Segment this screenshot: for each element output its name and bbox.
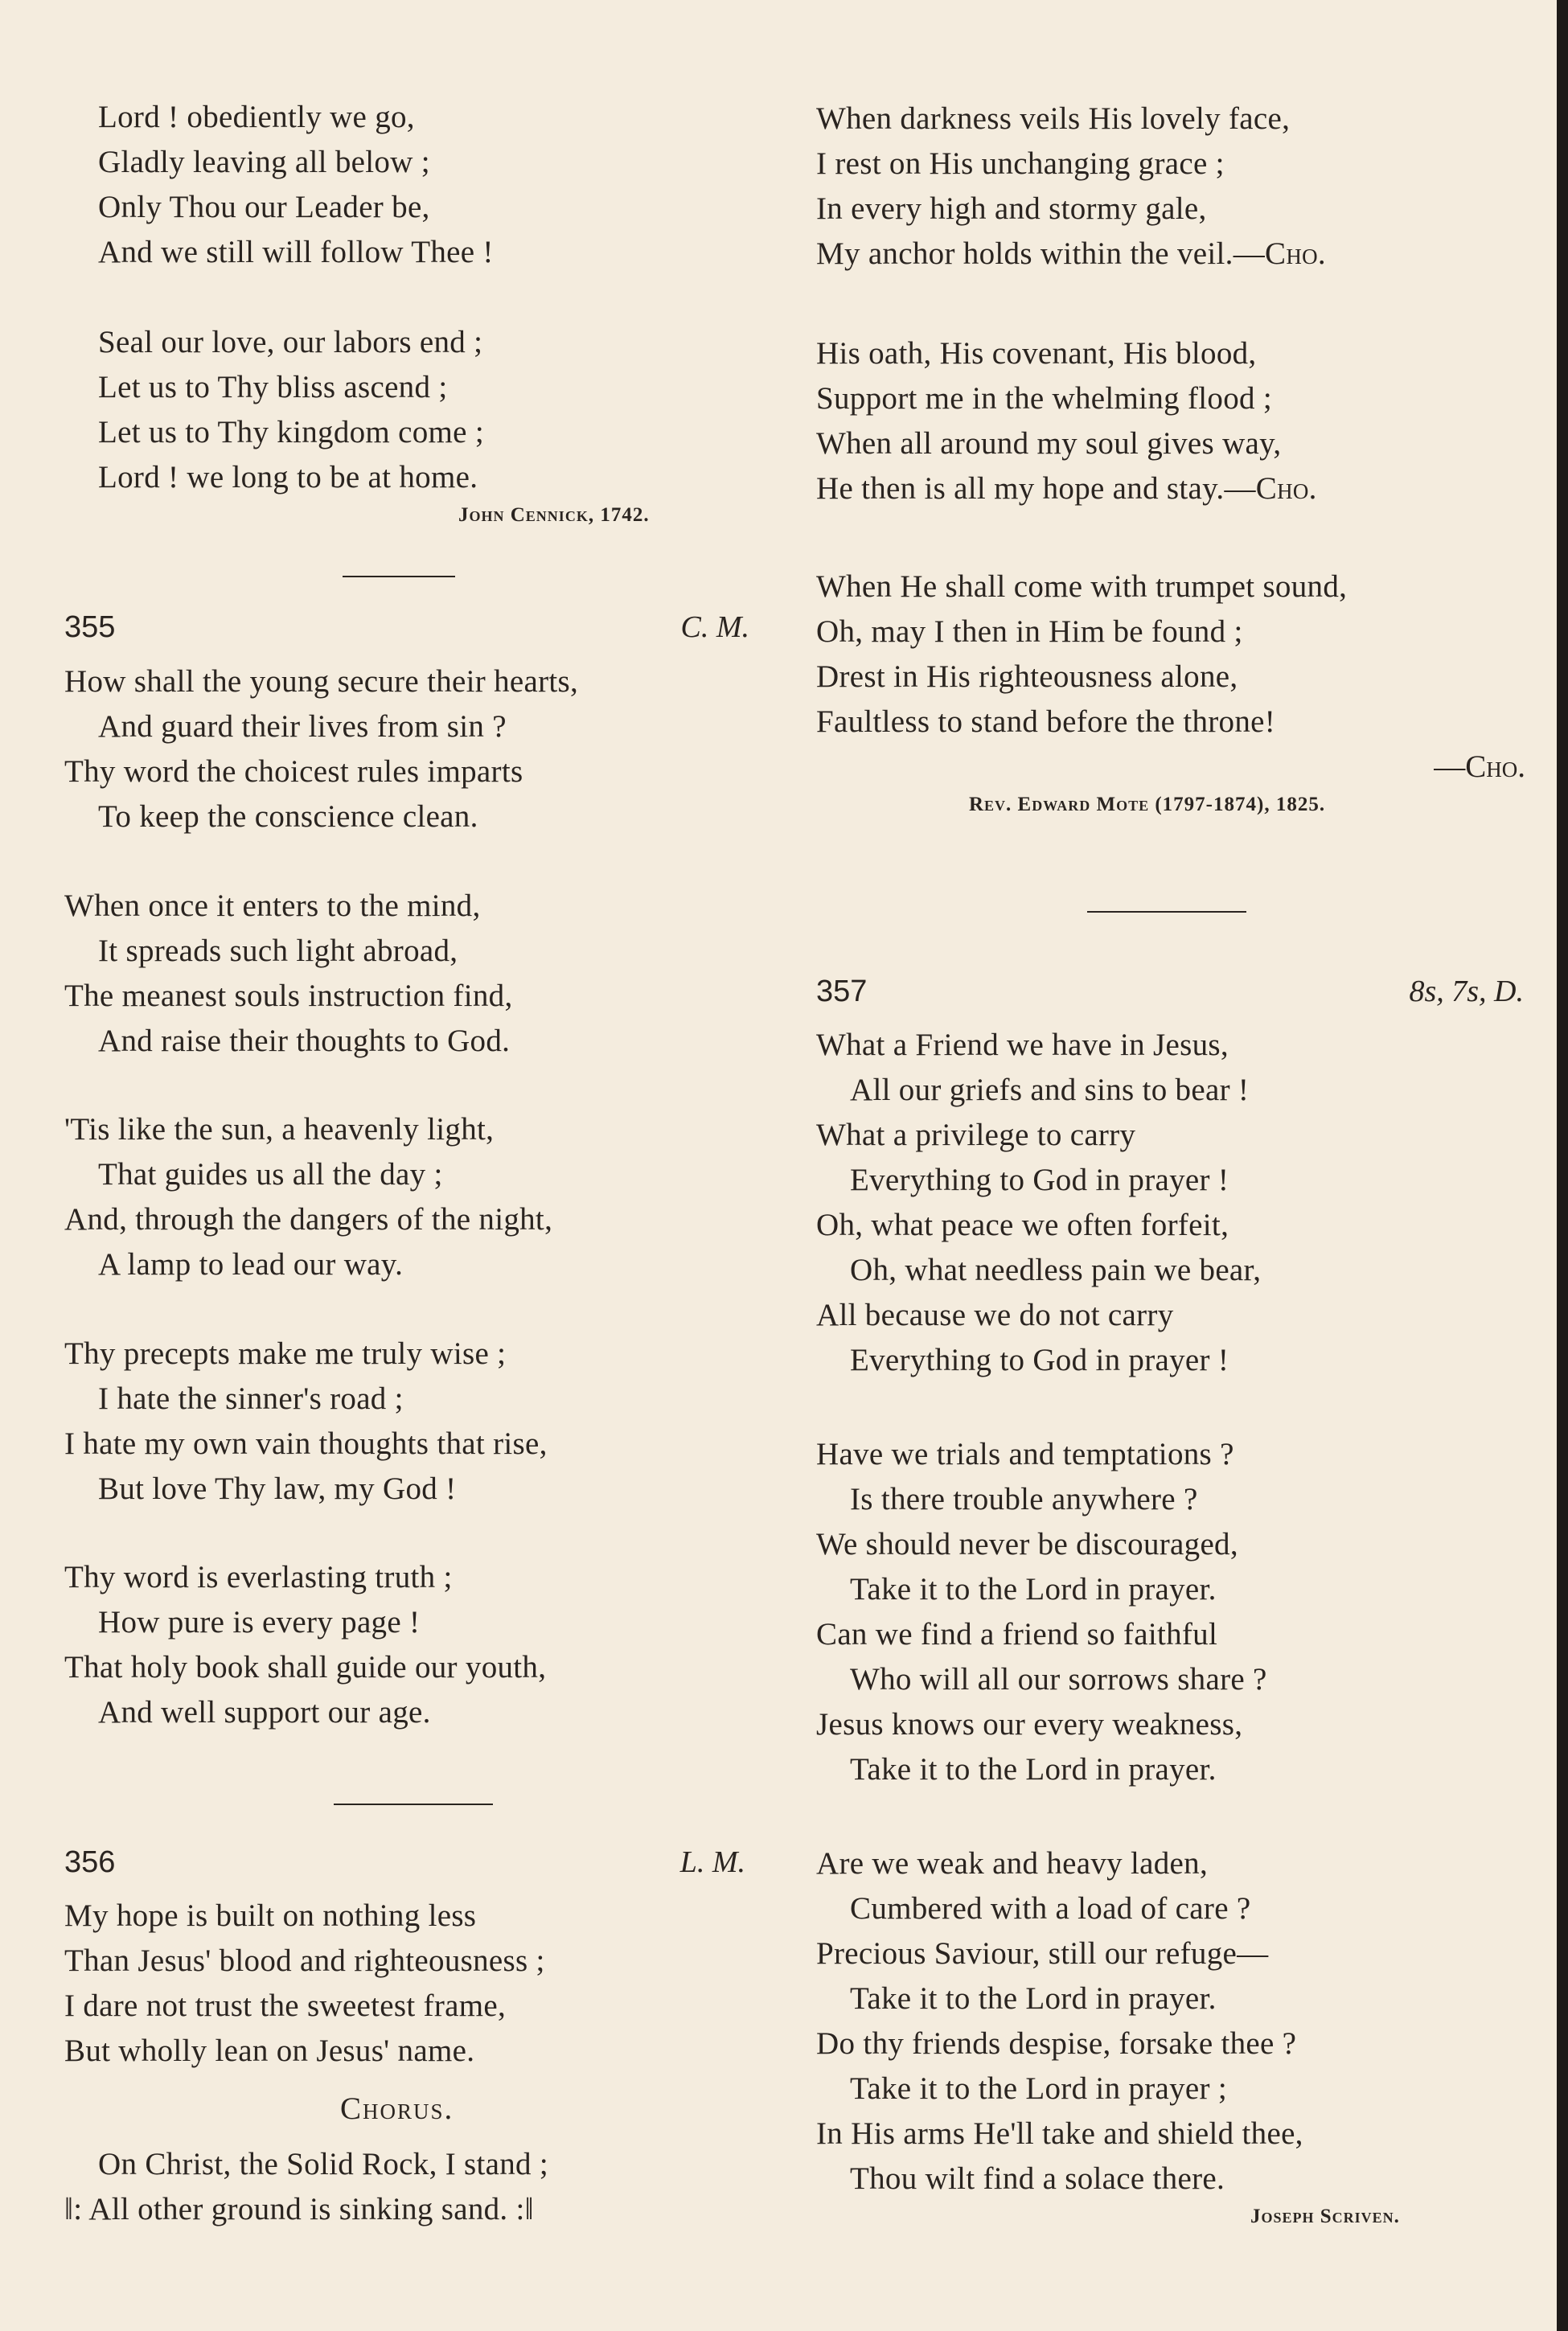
verse-line: A lamp to lead our way. [98, 1247, 404, 1282]
hymn-356-author: Rev. Edward Mote (1797-1874), 1825. [969, 794, 1326, 815]
verse-text: He then is all my hope and stay.— [816, 471, 1256, 506]
hymn-number: 355 [64, 610, 116, 644]
verse-line: Faultless to stand before the throne! [816, 704, 1276, 739]
verse-line: That guides us all the day ; [98, 1157, 443, 1192]
verse-line: I dare not trust the sweetest frame, [64, 1988, 507, 2023]
verse-line: To keep the conscience clean. [98, 799, 478, 834]
verse-line: What a privilege to carry [816, 1118, 1136, 1152]
verse-line: Take it to the Lord in prayer ; [850, 2071, 1227, 2106]
verse-line: I hate the sinner's road ; [98, 1381, 404, 1416]
verse-line: When once it enters to the mind, [64, 888, 481, 923]
chorus-line: On Christ, the Solid Rock, I stand ; [98, 2147, 549, 2181]
verse-line: How pure is every page ! [98, 1605, 421, 1639]
verse-line [816, 466, 1317, 511]
verse-line: My hope is built on nothing less [64, 1898, 477, 1933]
verse-line: And guard their lives from sin ? [98, 709, 507, 744]
verse-line: But wholly lean on Jesus' name. [64, 2033, 475, 2068]
verse-line: 'Tis like the sun, a heavenly light, [64, 1112, 495, 1147]
hymn-meter: C. M. [680, 610, 749, 644]
verse-line: When He shall come with trumpet sound, [816, 569, 1348, 604]
verse-line [816, 232, 1326, 277]
verse-line: Lord ! we long to be at home. [98, 460, 478, 495]
verse-line: Do thy friends despise, forsake thee ? [816, 2026, 1297, 2061]
hymn-meter: 8s, 7s, D. [1409, 975, 1524, 1008]
verse-line: Are we weak and heavy laden, [816, 1846, 1209, 1881]
hymn-354-author: John Cennick, 1742. [458, 504, 650, 526]
divider-rule [334, 1804, 493, 1805]
verse-line: Let us to Thy bliss ascend ; [98, 370, 448, 404]
verse-line: That holy book shall guide our youth, [64, 1650, 547, 1685]
verse-line: Lord ! obediently we go, [98, 100, 415, 134]
verse-line: Everything to God in prayer ! [850, 1163, 1229, 1197]
verse-line: In every high and stormy gale, [816, 191, 1207, 226]
verse-line: Can we find a friend so faithful [816, 1617, 1218, 1652]
verse-line: Thy precepts make me truly wise ; [64, 1336, 507, 1371]
verse-line: In His arms He'll take and shield thee, [816, 2116, 1303, 2151]
chorus-marker: —Cho. [1434, 749, 1525, 784]
verse-line: Thy word the choicest rules imparts [64, 754, 523, 789]
verse-line: When darkness veils His lovely face, [816, 101, 1291, 136]
verse-line: His oath, His covenant, His blood, [816, 336, 1257, 371]
hymn-357-author: Joseph Scriven. [1250, 2206, 1400, 2227]
verse-line: I hate my own vain thoughts that rise, [64, 1426, 548, 1461]
verse-line: When all around my soul gives way, [816, 426, 1282, 461]
verse-line: And, through the dangers of the night, [64, 1202, 553, 1237]
divider-rule [343, 576, 455, 577]
divider-rule [1087, 911, 1246, 913]
verse-line: Take it to the Lord in prayer. [850, 1572, 1217, 1607]
verse-line: Everything to God in prayer ! [850, 1343, 1229, 1377]
verse-text: My anchor holds within the veil.— [816, 236, 1265, 271]
verse-line: It spreads such light abroad, [98, 934, 458, 968]
verse-line: Oh, what needless pain we bear, [850, 1253, 1262, 1287]
verse-line: Support me in the whelming flood ; [816, 381, 1272, 416]
chorus-line: ‖: All other ground is sinking sand. :‖ [64, 2192, 534, 2226]
hymn-number: 357 [816, 975, 868, 1008]
verse-line: Let us to Thy kingdom come ; [98, 415, 484, 449]
verse-line: Who will all our sorrows share ? [850, 1662, 1267, 1697]
page-edge [1557, 0, 1568, 2331]
verse-line: Thou wilt find a solace there. [850, 2161, 1225, 2196]
chorus-marker: Cho. [1255, 471, 1317, 506]
verse-line: Oh, may I then in Him be found ; [816, 614, 1243, 649]
chorus-marker: Cho. [1265, 236, 1326, 271]
verse-line: Oh, what peace we often forfeit, [816, 1208, 1229, 1242]
verse-line: Thy word is everlasting truth ; [64, 1560, 453, 1594]
verse-line: Jesus knows our every weakness, [816, 1707, 1243, 1742]
verse-line: But love Thy law, my God ! [98, 1471, 457, 1506]
verse-line: I rest on His unchanging grace ; [816, 146, 1225, 181]
chorus-heading: Chorus. [340, 2091, 454, 2126]
verse-line: Drest in His righteousness alone, [816, 659, 1238, 694]
verse-line: Take it to the Lord in prayer. [850, 1752, 1217, 1787]
verse-line: Gladly leaving all below ; [98, 145, 430, 179]
verse-line: The meanest souls instruction find, [64, 979, 513, 1013]
verse-line: Seal our love, our labors end ; [98, 325, 483, 359]
hymn-number: 356 [64, 1845, 116, 1879]
verse-line: Is there trouble anywhere ? [850, 1482, 1198, 1516]
verse-line: How shall the young secure their hearts, [64, 664, 579, 699]
verse-line: All because we do not carry [816, 1298, 1174, 1332]
verse-line: Take it to the Lord in prayer. [850, 1981, 1217, 2016]
verse-line: What a Friend we have in Jesus, [816, 1028, 1229, 1062]
verse-line: Precious Saviour, still our refuge— [816, 1936, 1269, 1971]
verse-line: Than Jesus' blood and righteousness ; [64, 1943, 545, 1978]
verse-line: We should never be discouraged, [816, 1527, 1238, 1562]
verse-line: Have we trials and temptations ? [816, 1437, 1234, 1471]
verse-line: All our griefs and sins to bear ! [850, 1073, 1250, 1107]
verse-line: And well support our age. [98, 1695, 431, 1730]
verse-line: Cumbered with a load of care ? [850, 1891, 1251, 1926]
verse-line: And raise their thoughts to God. [98, 1024, 511, 1058]
verse-line: Only Thou our Leader be, [98, 190, 430, 224]
hymn-meter: L. M. [679, 1845, 745, 1879]
verse-line: And we still will follow Thee ! [98, 235, 494, 269]
